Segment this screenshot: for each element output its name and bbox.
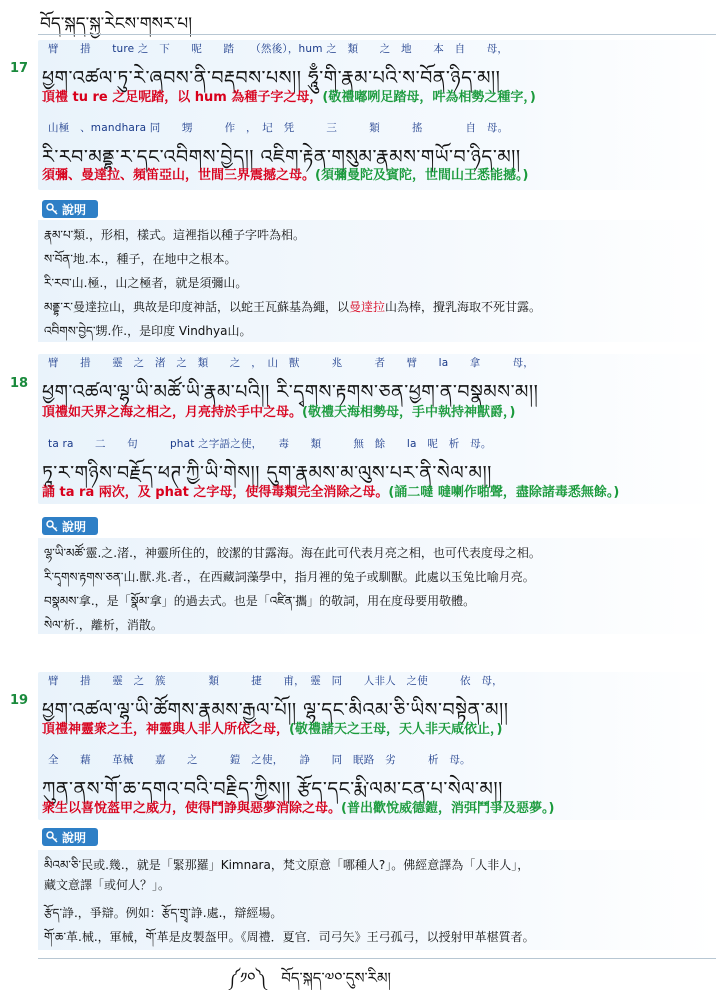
- note-line: འབིགས་བྱེད་甥.作.，是印度 Vindhya山。: [44, 324, 252, 338]
- verse-18-line2-chinese: [42, 481, 619, 500]
- explanation-badge-17: [42, 200, 98, 218]
- note-line: 藏文意譯「或何人？」。: [44, 878, 171, 892]
- note-line: རྣམ་པ་類.，形相，樣式。這裡指以種子字吽為相。: [44, 228, 305, 242]
- explanation-label: 說明: [62, 202, 87, 217]
- verse-19-line2-gloss: 全 藉 革械 嘉 之 鎧 之使， 諍 同 眠路 劣 析 母。: [48, 754, 471, 766]
- verse-number-19: 19: [10, 693, 29, 708]
- note-line: གོ་ཆ་革.械.，軍械，གོ་革是皮製盔甲。《周禮．夏官．司弓矢》王弓孤弓，以授射甲革椹質者。: [44, 930, 535, 944]
- verse-17-line1-gloss: 臂 措 ture 之 下 呢 踏 （然後），hum 之 類 之 地 本 自 母，: [48, 43, 509, 55]
- explanation-badge-18: [42, 517, 98, 535]
- verse-18-notes: [38, 538, 716, 634]
- note-line: སེལ་析.，離析，消散。: [44, 618, 163, 632]
- verse-19-notes: [38, 850, 716, 950]
- explanation-label: 說明: [62, 519, 87, 534]
- verse-17-line1-chinese: [42, 86, 536, 105]
- note-line: མིའམ་ཅི་民或.幾.，就是「緊那羅」Kimnara，梵文原意「哪種人?」。佛經意譯為「人非人」，: [44, 858, 530, 872]
- key-icon: [46, 831, 58, 843]
- verse-number-18: 18: [10, 376, 29, 391]
- note-line: མནྡྷ་ར་曼達拉山，典故是印度神話，以蛇王瓦蘇基為繩，以曼達拉山為棒，攪乳海取不死甘露。: [44, 300, 541, 314]
- note-line: རྩོད་諍.，爭辯。例如：རྩོད་གྲྭ་諍.處.，辯經場。: [44, 906, 283, 920]
- verse-17-notes: [38, 220, 716, 342]
- verse-number-17: 17: [10, 61, 29, 76]
- note-line: རི་རབ་山.極.，山之極者，就是須彌山。: [44, 276, 248, 290]
- verse-18-line2-tibetan: ཏཱ་ར་གཉིས་བརྗོད་ཕཊ་ཀྱི་ཡི་གེས།། དུག་རྣམས་མ་ལུས་པར་ནི་སེལ་མ།།: [42, 462, 492, 484]
- verse-17-block: [38, 40, 716, 190]
- verse-19-line2-tibetan: ཀུན་ནས་གོ་ཆ་དགའ་བའི་བརྗིད་ཀྱིས།། རྩོད་དང་རྨི་ལམ་ངན་པ་སེལ་མ།།: [42, 778, 503, 800]
- note-line: ལྷ་ཡི་མཚོ་靈.之.渚.，神靈所住的，皎潔的甘露海。海在此可代表月亮之相，也可代表度母之相。: [44, 546, 541, 560]
- verse-17-line2-translation: 須彌、曼達拉、頻笛亞山，世間三界震撼之母。: [42, 168, 316, 183]
- explanation-badge-19: [42, 828, 98, 846]
- note-line: རི་དྭགས་རྟགས་ཅན་山.獸.兆.者.，在西藏詞藻學中，指月裡的兔子或馴獸。此處以玉兔比喻月亮。: [44, 570, 535, 584]
- verse-18-line1-alt-translation: (敬禮天海相勢母，手中執持神獸爵，): [302, 405, 516, 420]
- verse-18-line2-gloss: ta ra 二 句 phat 之字語之使， 毒 類 無 餘 la 呢 析 母。: [48, 438, 492, 450]
- verse-17-line2-tibetan: རི་རབ་མནྡྷ་ར་དང་འབིགས་བྱེད།། འཇིག་རྟེན་གསུམ་རྣམས་གཡོ་བ་ཉིད་མ།།: [42, 146, 521, 168]
- verse-19-line2-chinese: [42, 797, 554, 816]
- verse-17-line1-translation: 頂禮 tu re 之足呢踏，以 hum 為種子字之母，: [42, 90, 323, 105]
- page-header-title: བོད་སྐད་སྐྱ་རེངས་གསར་པ།: [40, 14, 192, 34]
- key-icon: [46, 203, 58, 215]
- note-line: ས་བོན་地.本.，種子，在地中之根本。: [44, 252, 237, 266]
- note-line: བསྣམས་拿.，是「སྣོམ་拿」的過去式。也是「འཛིན་攜」的敬詞，用在度母要用敬體。: [44, 594, 476, 608]
- key-icon: [46, 520, 58, 532]
- verse-19-line1-alt-translation: (敬禮諸天之王母，天人非天咸依止，): [289, 722, 503, 737]
- verse-19-block: [38, 672, 716, 820]
- verse-18-line1-gloss: 臂 措 靈 之 渚 之 類 之 ， 山 獸 兆 者 臂 la 拿 母，: [48, 357, 534, 369]
- footer-divider: [38, 958, 716, 959]
- verse-18-line2-alt-translation: (誦二噠 噠喇作啪聲，盡除諸毒悉無餘。): [388, 485, 620, 500]
- explanation-label: 說明: [62, 830, 87, 845]
- verse-18-line1-translation: 頂禮如天界之海之相之，月亮持於手中之母。: [42, 405, 303, 420]
- verse-19-line1-translation: 頂禮神靈衆之王，神靈與人非人所依之母，: [42, 722, 290, 737]
- verse-18-line1-tibetan: ཕྱག་འཚལ་ལྷ་ཡི་མཚོ་ཡི་རྣམ་པའི།། རི་དྭགས་རྟགས་ཅན་ཕྱག་ན་བསྣམས་མ།།: [42, 381, 539, 403]
- verse-19-line2-alt-translation: (普出歡悅威德鎧，消弭鬥爭及惡夢。): [341, 801, 555, 816]
- verse-19-line1-tibetan: ཕྱག་འཚལ་ལྷ་ཡི་ཚོགས་རྣམས་རྒྱལ་པོ།། ལྷ་དང་མིའམ་ཅི་ཡིས་བསྟེན་མ།།: [42, 699, 509, 721]
- verse-17-line1-tibetan: ཕྱག་འཚལ་ཏུ་རེ་ཞབས་ནི་བརྡབས་པས།། ཧཱུྃ་གི་རྣམ་པའི་ས་བོན་ཉིད་མ།།: [42, 67, 501, 89]
- verse-17-line2-chinese: [42, 164, 528, 183]
- verse-17-line1-alt-translation: (敬禮嘟咧足踏母，吽為相勢之種字，): [322, 90, 536, 105]
- verse-19-line2-translation: 衆生以喜悅盔甲之威力，使得鬥諍與惡夢消除之母。: [42, 801, 342, 816]
- verse-17-line2-gloss: 山極 、mandhara 同 甥 作 ， 圮 凭 三 類 搖 自 母。: [48, 122, 509, 134]
- verse-17-line2-alt-translation: (須彌曼陀及賓陀，世間山王悉能撼。): [315, 168, 529, 183]
- page-footer: ༼༡༠༽ བོད་སྐད་༧༠་དུས་རིམ།: [228, 969, 391, 987]
- header-divider: [38, 34, 716, 35]
- verse-18-line1-chinese: [42, 401, 515, 420]
- verse-18-line2-translation: 誦 ta ra 兩次，及 phat 之字母，使得毒類完全消除之母。: [42, 485, 389, 500]
- verse-19-line1-chinese: [42, 718, 502, 737]
- verse-18-block: [38, 354, 716, 504]
- verse-19-line1-gloss: 臂 措 靈 之 簇 類 捷 甫， 靈 同 人非人 之使 依 母，: [48, 675, 503, 687]
